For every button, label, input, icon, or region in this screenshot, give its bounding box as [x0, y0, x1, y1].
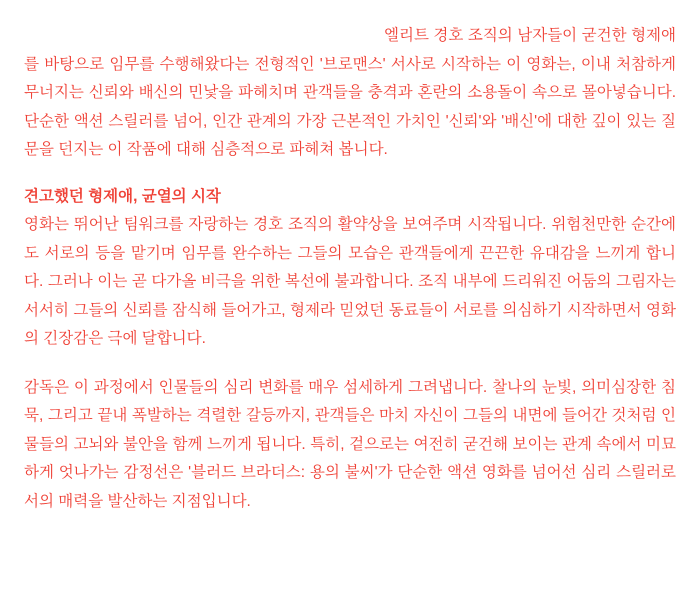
section-heading-1: 견고했던 형제애, 균열의 시작 [24, 187, 221, 205]
section-1-paragraph-2: 감독은 이 과정에서 인물들의 심리 변화를 매우 섬세하게 그려냅니다. 찰나의 눈빛, 의미심장한 침묵, 그리고 끝내 폭발하는 격렬한 갈등까지, 관객들은 마치 자신이 그들의 내면에 들어간 것처럼 인물들의 고뇌와 불안을 함께 느끼게 됩니다. 특히, 겉으로는 여전히 굳건해 보이는 관계 속에서 미묘하게 엇나가는 감정선은 '블러드 브라더스: 용의 불씨'가 단순한 액션 영화를 넘어선 심리 스릴러로서의 매력을 발산하는 지점입니다. [24, 378, 676, 510]
intro-paragraph: 엘리트 경호 조직의 남자들이 굳건한 형제애를 바탕으로 임무를 수행해왔다는 전형적인 '브로맨스' 서사로 시작하는 이 영화는, 이내 처참하게 무너지는 신뢰와 배신의 민낯을 파헤치며 관객들을 충격과 혼란의 소용돌이 속으로 몰아넣습니다. 단순한 액션 스릴러를 넘어, 인간 관계의 가장 근본적인 가치인 '신뢰'와 '배신'에 대한 깊이 있는 질문을 던지는 이 작품에 대해 심층적으로 파헤쳐 봅니다. [24, 27, 676, 158]
paragraph-spacer [24, 354, 676, 374]
section-1-paragraph-1: 영화는 뛰어난 팀워크를 자랑하는 경호 조직의 활약상을 보여주며 시작됩니다. 위험천만한 순간에도 서로의 등을 맡기며 임무를 완수하는 그들의 모습은 관객들에게 끈끈한 유대감을 느끼게 합니다. 그러나 이는 곧 다가올 비극을 위한 복선에 불과합니다. 조직 내부에 드리워진 어둠의 그림자는 서서히 그들의 신뢰를 잠식해 들어가고, 형제라 믿었던 동료들이 서로를 의심하기 시작하면서 영화의 긴장감은 극에 달합니다. [24, 216, 676, 347]
